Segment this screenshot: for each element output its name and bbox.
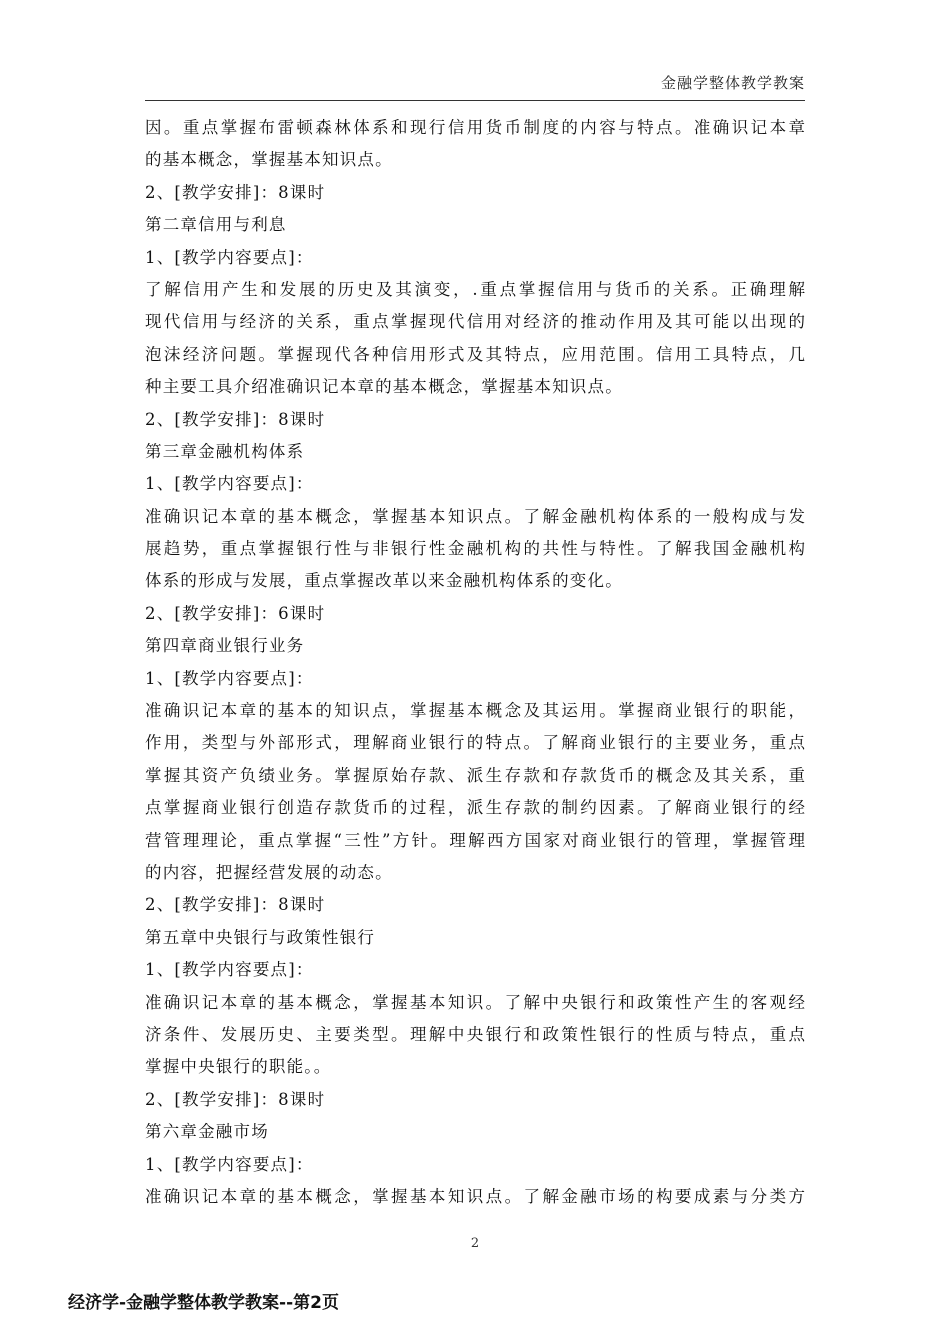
- document-footer-caption: 经济学-金融学整体教学教案--第2页: [68, 1293, 339, 1313]
- body-text-line: 体系的形成与发展，重点掌握改革以来金融机构体系的变化。: [145, 571, 623, 591]
- body-text-line: 点掌握商业银行创造存款货币的过程，派生存款的制约因素。了解商业银行的经: [145, 798, 805, 818]
- body-text-line: 1、[教学内容要点]：: [145, 474, 314, 494]
- body-text-line: 的内容，把握经营发展的动态。: [145, 862, 393, 882]
- body-text-line: 了解信用产生和发展的历史及其演变，.重点掌握信用与货币的关系。正确理解: [145, 279, 805, 299]
- body-text-line: 2、[教学安排]：8课时: [145, 182, 326, 202]
- body-text-line: 展趋势，重点掌握银行性与非银行性金融机构的共性与特性。了解我国金融机构: [145, 539, 805, 559]
- body-text-line: 作用，类型与外部形式，理解商业银行的特点。了解商业银行的主要业务，重点: [145, 733, 805, 753]
- body-text-line: 泡沫经济问题。掌握现代各种信用形式及其特点，应用范围。信用工具特点，几: [145, 344, 805, 364]
- body-text-line: 1、[教学内容要点]：: [145, 960, 314, 980]
- body-text-line: 因。重点掌握布雷顿森林体系和现行信用货币制度的内容与特点。准确识记本章: [145, 118, 805, 137]
- body-text-line: 第三章金融机构体系: [145, 441, 305, 461]
- body-text-line: 第六章金融市场: [145, 1122, 269, 1142]
- page-header-title: 金融学整体教学教案: [660, 74, 805, 92]
- body-text-line: 济条件、发展历史、主要类型。理解中央银行和政策性银行的性质与特点，重点: [145, 1024, 805, 1044]
- document-body: [145, 112, 805, 1213]
- body-text-line: 1、[教学内容要点]：: [145, 247, 314, 267]
- body-text-line: 1、[教学内容要点]：: [145, 1154, 314, 1174]
- body-text-line: 准确识记本章的基本概念，掌握基本知识点。了解金融市场的构要成素与分类方: [145, 1186, 805, 1206]
- body-text-line: 第四章商业银行业务: [145, 636, 305, 656]
- body-text-line: 准确识记本章的基本概念，掌握基本知识点。了解金融机构体系的一般构成与发: [145, 506, 805, 526]
- body-text-line: 2、[教学安排]：8课时: [145, 1089, 326, 1109]
- body-text-line: 营管理理论，重点掌握“三性”方针。理解西方国家对商业银行的管理，掌握管理: [145, 830, 805, 850]
- header-divider: [145, 100, 805, 101]
- page-number: 2: [470, 1236, 480, 1251]
- body-text-line: 2、[教学安排]：6课时: [145, 603, 326, 623]
- body-text-line: 现代信用与经济的关系，重点掌握现代信用对经济的推动作用及其可能以出现的: [145, 312, 805, 332]
- body-text-line: 种主要工具介绍准确识记本章的基本概念，掌握基本知识点。: [145, 377, 623, 397]
- body-text-line: 的基本概念，掌握基本知识点。: [145, 150, 393, 170]
- body-text-line: 第二章信用与利息: [145, 215, 287, 235]
- body-text-line: 1、[教学内容要点]：: [145, 668, 314, 688]
- body-text-line: 2、[教学安排]：8课时: [145, 895, 326, 915]
- body-text-line: 第五章中央银行与政策性银行: [145, 927, 376, 947]
- body-text-line: 掌握中央银行的职能。。: [145, 1057, 332, 1077]
- body-text-line: 准确识记本章的基本的知识点，掌握基本概念及其运用。掌握商业银行的职能，: [145, 701, 805, 721]
- body-text-line: 准确识记本章的基本概念，掌握基本知识。了解中央银行和政策性产生的客观经: [145, 992, 805, 1012]
- body-text-line: 掌握其资产负绩业务。掌握原始存款、派生存款和存款货币的概念及其关系，重: [145, 765, 805, 785]
- body-text-line: 2、[教学安排]：8课时: [145, 409, 326, 429]
